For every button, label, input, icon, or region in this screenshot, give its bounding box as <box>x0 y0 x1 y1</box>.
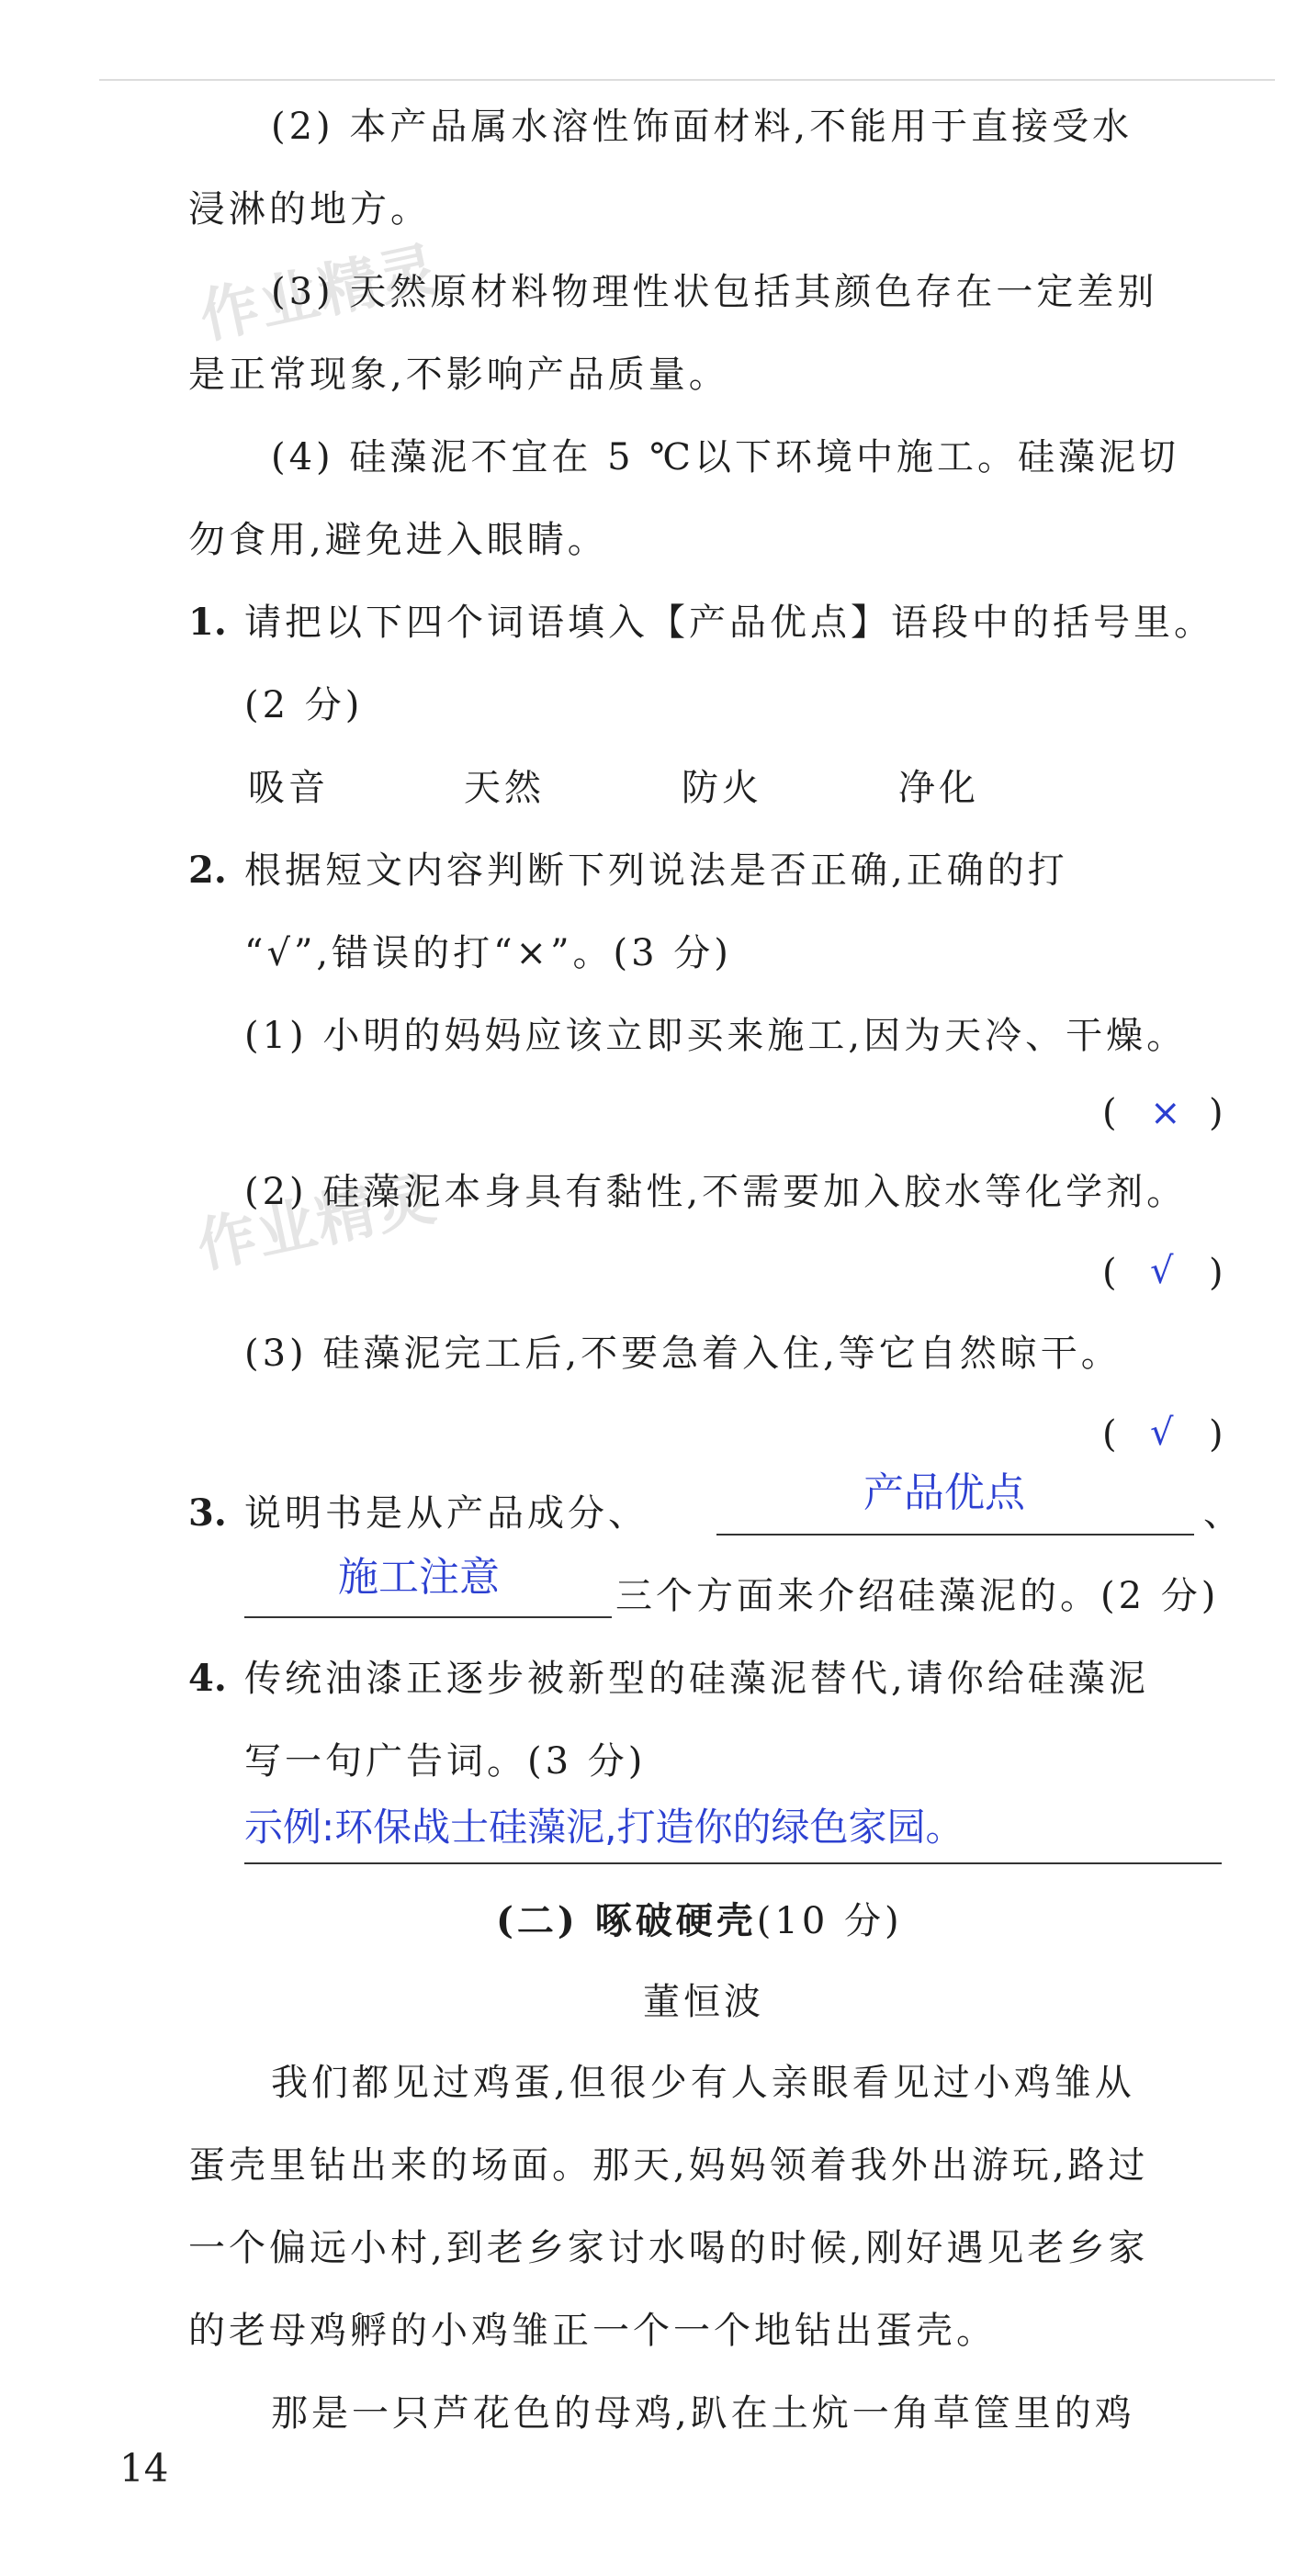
page-top-rule <box>99 79 1275 81</box>
q4-answer-line <box>244 1862 1222 1864</box>
q3-number: 3. <box>188 1491 227 1535</box>
q2-item-3-close-paren: ) <box>1209 1413 1224 1456</box>
q2-item-1-text: (1) 小明的妈妈应该立即买来施工,因为天冷、干燥。 <box>244 1015 1188 1057</box>
note-2-line-2: 浸淋的地方。 <box>188 188 431 231</box>
q2-item-3-text: (3) 硅藻泥完工后,不要急着入住,等它自然晾干。 <box>244 1333 1122 1375</box>
q2-item-3-answer: √ <box>1150 1412 1174 1454</box>
q1-word-1: 吸音 <box>248 767 329 809</box>
q1-text: 请把以下四个词语填入【产品优点】语段中的括号里。 <box>244 602 1214 644</box>
watermark-middle: 作业精灵 <box>191 1164 444 1282</box>
section-title: (二) 啄破硬壳 <box>496 1899 757 1942</box>
q4-line-1: 传统油漆正逐步被新型的硅藻泥替代,请你给硅藻泥 <box>244 1658 1149 1700</box>
section-points: (10 分) <box>756 1900 903 1942</box>
page-number: 14 <box>119 2446 169 2491</box>
passage-p1-line-1: 我们都见过鸡蛋,但很少有人亲眼看见过小鸡雏从 <box>271 2062 1135 2104</box>
q3-line-1-suffix: 、 <box>1203 1492 1244 1535</box>
q1-number: 1. <box>188 601 227 644</box>
q4-answer: 示例:环保战士硅藻泥,打造你的绿色家园。 <box>244 1805 964 1850</box>
q1-word-3: 防火 <box>682 767 762 809</box>
section-heading <box>496 1895 903 1947</box>
passage-p1-line-4: 的老母鸡孵的小鸡雏正一个一个地钻出蛋壳。 <box>188 2310 997 2352</box>
q1-word-2: 天然 <box>464 767 545 809</box>
passage-p1-line-2: 蛋壳里钻出来的场面。那天,妈妈领着我外出游玩,路过 <box>188 2144 1149 2187</box>
q2-item-1-open-paren: ( <box>1102 1092 1117 1134</box>
q2-item-2-close-paren: ) <box>1209 1252 1224 1294</box>
q3-answer-2: 施工注意 <box>338 1554 500 1601</box>
q2-item-1-answer: × <box>1150 1092 1181 1134</box>
passage-author: 董恒波 <box>643 1981 764 2023</box>
q1-points: (2 分) <box>244 684 364 726</box>
q2-number: 2. <box>188 849 227 892</box>
q3-line-1-prefix: 说明书是从产品成分、 <box>244 1492 648 1535</box>
note-3-line-2: 是正常现象,不影响产品质量。 <box>188 354 729 396</box>
q4-number: 4. <box>188 1657 227 1700</box>
q2-item-2-text: (2) 硅藻泥本身具有黏性,不需要加入胶水等化学剂。 <box>244 1171 1188 1213</box>
note-4-line-1: (4) 硅藻泥不宜在 5 ℃以下环境中施工。硅藻泥切 <box>271 436 1179 478</box>
watermark-top: 作业精灵 <box>194 235 446 353</box>
q3-blank-1 <box>716 1534 1194 1535</box>
q3-answer-1: 产品优点 <box>863 1469 1025 1516</box>
q1-word-4: 净化 <box>898 767 979 809</box>
q2-line-2: “√”,错误的打“×”。(3 分) <box>244 932 732 974</box>
q2-item-2-open-paren: ( <box>1102 1252 1117 1294</box>
q3-line-2-suffix: 三个方面来介绍硅藻泥的。(2 分) <box>615 1575 1220 1617</box>
note-2-line-1: (2) 本产品属水溶性饰面材料,不能用于直接受水 <box>271 106 1133 148</box>
note-4-line-2: 勿食用,避免进入眼睛。 <box>188 519 608 561</box>
note-3-line-1: (3) 天然原材料物理性状包括其颜色存在一定差别 <box>271 271 1158 313</box>
q2-item-2-answer: √ <box>1150 1250 1174 1292</box>
q4-line-2: 写一句广告词。(3 分) <box>244 1740 647 1783</box>
q3-blank-2 <box>244 1616 612 1618</box>
q2-line-1: 根据短文内容判断下列说法是否正确,正确的打 <box>244 849 1068 892</box>
q2-item-3-open-paren: ( <box>1102 1413 1117 1456</box>
q2-item-1-close-paren: ) <box>1209 1092 1224 1134</box>
passage-p2-line-1: 那是一只芦花色的母鸡,趴在土炕一角草筐里的鸡 <box>271 2392 1135 2435</box>
passage-p1-line-3: 一个偏远小村,到老乡家讨水喝的时候,刚好遇见老乡家 <box>188 2227 1149 2269</box>
